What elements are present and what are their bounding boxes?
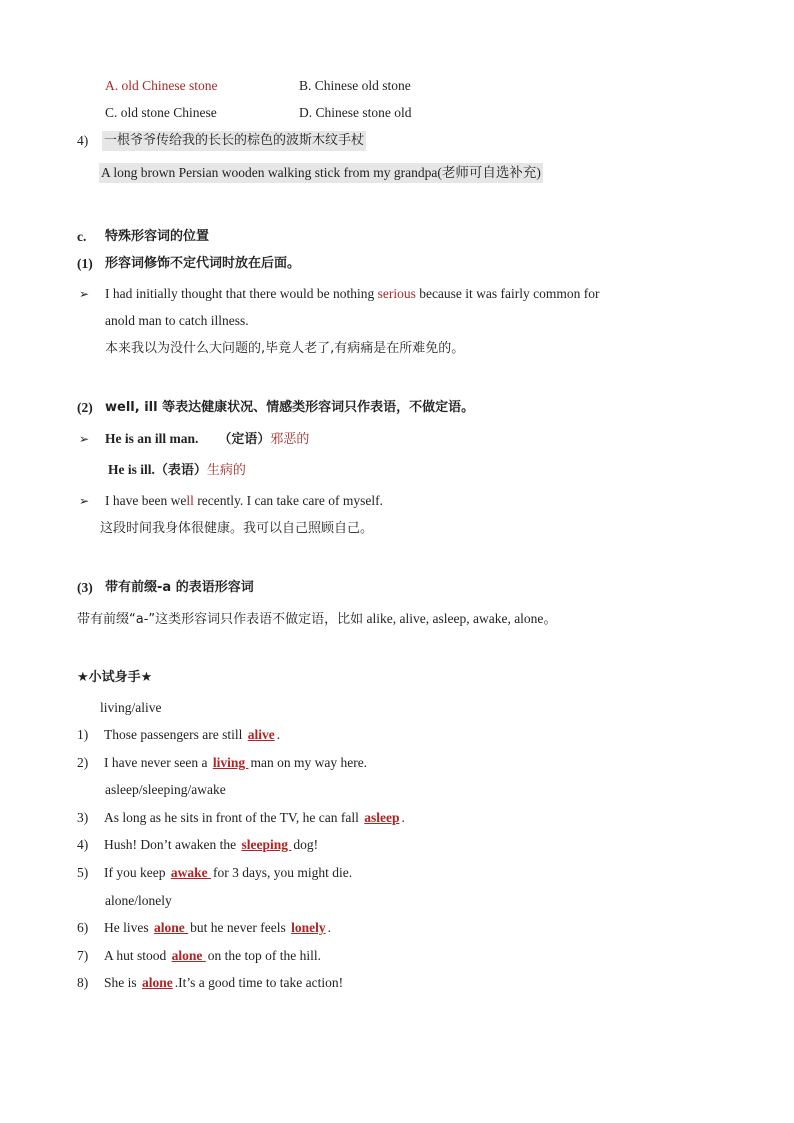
example-attributive: He is an ill man. （定语）邪恶的 xyxy=(105,431,310,447)
rule-number: (2) xyxy=(77,400,93,415)
question-number: 4) xyxy=(77,133,89,148)
exercise-title: ★小试身手★ xyxy=(77,670,153,685)
arrow-bullet-icon: ➢ xyxy=(79,494,90,508)
example-sentence-line2: anold man to catch illness. xyxy=(105,313,249,328)
example-translation: 这段时间我身体很健康。我可以自己照顾自己。 xyxy=(100,521,374,536)
rule-title: 形容词修饰不定代词时放在后面。 xyxy=(105,256,301,271)
exercise-item: 3) As long as he sits in front of the TV, he can fall asleep . xyxy=(77,810,405,825)
question-chinese: 一根爷爷传给我的长长的棕色的波斯木纹手杖 xyxy=(102,131,366,151)
option-c: C. old stone Chinese xyxy=(105,105,217,120)
word-group: alone/lonely xyxy=(105,893,172,908)
exercise-item: 2) I have never seen a living man on my way here. xyxy=(77,755,368,770)
exercise-item: 4) Hush! Don’t awaken the sleeping dog! xyxy=(77,837,319,852)
example-sentence: I have been well recently. I can take care of myself. xyxy=(105,493,384,508)
section-title: 特殊形容词的位置 xyxy=(105,229,210,244)
word-group: asleep/sleeping/awake xyxy=(105,782,226,797)
arrow-bullet-icon: ➢ xyxy=(79,432,90,446)
rule-title: 带有前缀-a 的表语形容词 xyxy=(105,580,254,595)
exercise-item: 8) She is alone .It’s a good time to take action! xyxy=(77,975,344,990)
example-translation: 本来我以为没什么大问题的,毕竟人老了,有病痛是在所难免的。 xyxy=(105,341,465,356)
rule-number: (1) xyxy=(77,256,93,271)
question-english: A long brown Persian wooden walking stick from my grandpa(老师可自选补充) xyxy=(99,163,543,183)
example-sentence: I had initially thought that there would be nothing serious because it was fairly common for xyxy=(105,286,600,301)
exercise-item: 6) He lives alone but he never feels lonely . xyxy=(77,920,331,935)
exercise-item: 7) A hut stood alone on the top of the hill. xyxy=(77,948,322,963)
arrow-bullet-icon: ➢ xyxy=(79,287,90,301)
option-d: D. Chinese stone old xyxy=(299,105,412,120)
example-predicative: He is ill.（表语）生病的 xyxy=(108,462,246,478)
rule-title: well, ill 等表达健康状况、情感类形容词只作表语，不做定语。 xyxy=(105,400,475,415)
exercise-item: 5) If you keep awake for 3 days, you might die. xyxy=(77,865,353,880)
word-group: living/alive xyxy=(100,700,162,715)
rule-number: (3) xyxy=(77,580,93,595)
section-label: c. xyxy=(77,229,87,244)
exercise-item: 1) Those passengers are still alive . xyxy=(77,727,281,742)
rule-description: 带有前缀“a-”这类形容词只作表语不做定语，比如 alike, alive, asleep, awake, alone。 xyxy=(77,611,557,627)
option-a: A. old Chinese stone xyxy=(105,78,218,93)
option-b: B. Chinese old stone xyxy=(299,78,411,93)
